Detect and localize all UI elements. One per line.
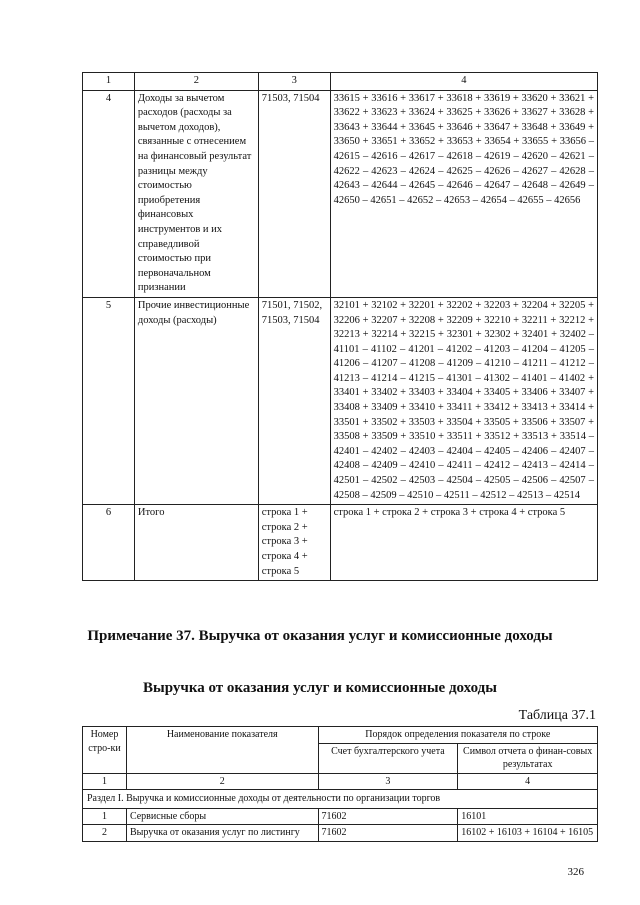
income-formula-table <box>82 72 598 581</box>
indicator-name: Прочие инвестиционные доходы (расходы) <box>134 297 258 504</box>
report-symbol: 16102 + 16103 + 16104 + 16105 <box>458 825 598 842</box>
indicator-name: Выручка от оказания услуг по листингу <box>126 825 318 842</box>
indicator-name: Сервисные сборы <box>126 808 318 825</box>
note-title: Примечание 37. Выручка от оказания услуг и комиссионные доходы <box>87 628 553 644</box>
account-numbers: 71501, 71502, 71503, 71504 <box>258 297 330 504</box>
section-row <box>83 790 598 809</box>
col-number-header: Номер стро-ки <box>83 727 127 774</box>
revenue-table <box>82 726 598 842</box>
account-numbers: 71503, 71504 <box>258 90 330 297</box>
row-number: 5 <box>83 297 135 504</box>
account-numbers: строка 1 + строка 2 + строка 3 + строка 4 + строка 5 <box>258 505 330 581</box>
index-row <box>83 773 598 790</box>
table-row <box>83 297 598 504</box>
index-cell: 1 <box>83 773 127 790</box>
header-cell: 3 <box>258 73 330 91</box>
indicator-name: Итого <box>134 505 258 581</box>
section-heading: Раздел I. Выручка и комиссионные доходы от деятельности по организации торгов <box>83 790 598 809</box>
row-number: 1 <box>83 808 127 825</box>
calculation-formula: строка 1 + строка 2 + строка 3 + строка 4 + строка 5 <box>330 505 597 581</box>
col-method-header: Порядок определения показателя по строке <box>318 727 597 744</box>
section-title: Выручка от оказания услуг и комиссионные доходы <box>143 680 497 696</box>
header-cell: 2 <box>134 73 258 91</box>
account-number: 71602 <box>318 825 458 842</box>
col-symbol-header: Символ отчета о финан-совых результатах <box>458 743 598 773</box>
table-header-row <box>83 73 598 91</box>
header-cell: 1 <box>83 73 135 91</box>
index-cell: 2 <box>126 773 318 790</box>
table-row <box>83 505 598 581</box>
report-symbol: 16101 <box>458 808 598 825</box>
table-row <box>83 90 598 297</box>
row-number: 4 <box>83 90 135 297</box>
col-account-header: Счет бухгалтерского учета <box>318 743 458 773</box>
index-cell: 4 <box>458 773 598 790</box>
row-number: 2 <box>83 825 127 842</box>
indicator-name: Доходы за вычетом расходов (расходы за вычетом доходов), связанные с отнесением на финансовый результат разницы между стоимостью приобретения финансовых инструментов и их справедливой стоимостью при первоначальном признании <box>134 90 258 297</box>
col-name-header: Наименование показателя <box>126 727 318 774</box>
table-row <box>83 825 598 842</box>
index-cell: 3 <box>318 773 458 790</box>
page-number: 326 <box>567 866 584 878</box>
table-header-row <box>83 727 598 744</box>
table-row <box>83 808 598 825</box>
table-label: Таблица 37.1 <box>518 708 596 723</box>
account-number: 71602 <box>318 808 458 825</box>
calculation-formula: 32101 + 32102 + 32201 + 32202 + 32203 + 32204 + 32205 + 32206 + 32207 + 32208 + 32209 + 32210 + 32211 + 32212 + 32213 + 32214 + 32215 + 32301 + 32302 + 32401 + 32402 – 41101 – 41102 – 41201 – 41202 – 41203 – 41204 – 41205 – 41206 – 41207 – 41208 – 41209 – 41210 – 41211 – 41212 – 41213 – 41214 – 41215 – 41301 – 41302 – 41401 – 41402 + 33401 + 33402 + 33403 + 33404 + 33405 + 33406 + 33407 + 33408 + 33409 + 33410 + 33411 + 33412 + 33413 + 33414 + 33501 + 33502 + 33503 + 33504 + 33505 + 33506 + 33507 + 33508 + 33509 + 33510 + 33511 + 33512 + 33513 + 33514 – 42401 – 42402 – 42403 – 42404 – 42405 – 42406 – 42407 – 42408 – 42409 – 42410 – 42411 – 42412 – 42413 – 42414 – 42501 – 42502 – 42503 – 42504 – 42505 – 42506 – 42507 – 42508 – 42509 – 42510 – 42511 – 42512 – 42513 – 42514 <box>330 297 597 504</box>
calculation-formula: 33615 + 33616 + 33617 + 33618 + 33619 + 33620 + 33621 + 33622 + 33623 + 33624 + 33625 + 33626 + 33627 + 33628 + 33643 + 33644 + 33645 + 33646 + 33647 + 33648 + 33649 + 33650 + 33651 + 33652 + 33653 + 33654 + 33655 + 33656 – 42615 – 42616 – 42617 – 42618 – 42619 – 42620 – 42621 – 42622 – 42623 – 42624 – 42625 – 42626 – 42627 – 42628 – 42643 – 42644 – 42645 – 42646 – 42647 – 42648 – 42649 – 42650 – 42651 – 42652 – 42653 – 42654 – 42655 – 42656 <box>330 90 597 297</box>
header-cell: 4 <box>330 73 597 91</box>
row-number: 6 <box>83 505 135 581</box>
